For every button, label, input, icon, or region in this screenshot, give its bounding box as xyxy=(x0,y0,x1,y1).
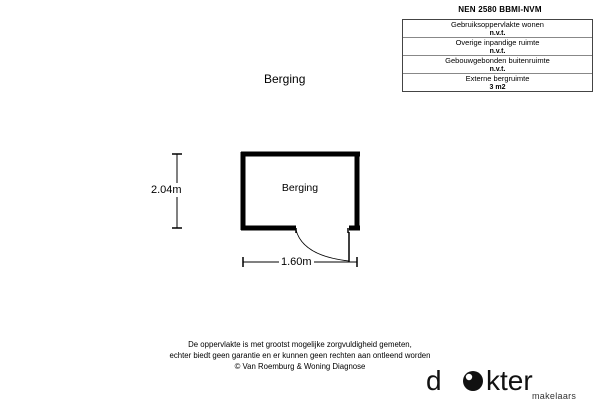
dimension-width-label: 1.60m xyxy=(281,256,312,268)
logo-subtitle: makelaars xyxy=(532,391,577,401)
disclaimer-line: De oppervlakte is met grootst mogelijke zorgvuldigheid gemeten, xyxy=(188,340,412,349)
nen-row-label: Gebouwgebonden buitenruimte xyxy=(445,55,550,65)
room-label: Berging xyxy=(281,182,319,194)
dimension-height-label: 2.04m xyxy=(151,184,182,196)
nen-row-label: Overige inpandige ruimte xyxy=(455,37,540,47)
nen-row-value: 3 m2 xyxy=(489,83,506,91)
nen-row-label: Gebruiksoppervlakte wonen xyxy=(451,19,544,29)
disclaimer-line: © Van Roemburg & Woning Diagnose xyxy=(234,362,366,371)
dokter-makelaars-logo xyxy=(420,363,600,399)
nen-row-value: n.v.t. xyxy=(489,29,506,37)
svg-text:d: d xyxy=(426,365,442,396)
floor-heading: Berging xyxy=(264,72,306,86)
nen-row-value: n.v.t. xyxy=(489,65,506,73)
disclaimer-line: echter biedt geen garantie en er kunnen geen rechten aan ontleend worden xyxy=(169,351,431,360)
nen-row-label: Externe bergruimte xyxy=(465,73,530,83)
nen-title: NEN 2580 BBMI-NVM xyxy=(458,5,542,14)
nen-row-value: n.v.t. xyxy=(489,47,506,55)
svg-text:kter: kter xyxy=(486,365,533,396)
